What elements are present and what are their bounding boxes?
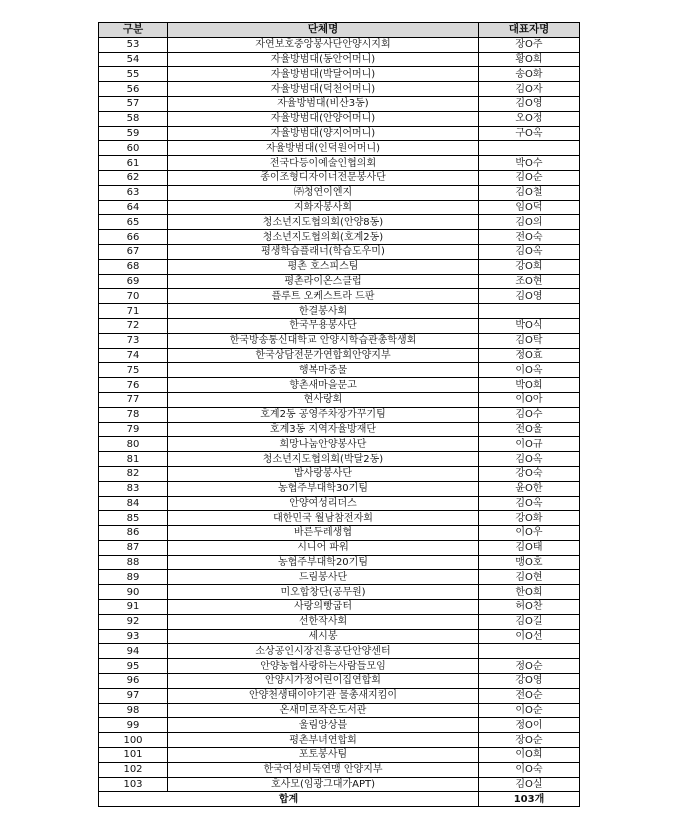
org-name: 온새미로작은도서관 [168,703,479,718]
org-name: 밥사랑봉사단 [168,466,479,481]
org-name: 평촌 호스피스팀 [168,259,479,274]
org-name: 자연보호중앙봉사단안양시지회 [168,37,479,52]
org-name: 호계2동 공영주차장가꾸기팀 [168,407,479,422]
row-number: 70 [99,289,168,304]
total-count: 103개 [479,792,580,807]
row-number: 84 [99,496,168,511]
table-row [99,762,580,777]
representative-name: 정O순 [479,659,580,674]
org-name: 한국무용봉사단 [168,318,479,333]
row-number: 78 [99,407,168,422]
table-row [99,748,580,763]
org-name: 미오합창단(공무원) [168,585,479,600]
row-number: 61 [99,156,168,171]
representative-name: 김O현 [479,570,580,585]
row-number: 83 [99,481,168,496]
table-row [99,230,580,245]
table-row [99,348,580,363]
row-number: 63 [99,185,168,200]
table-row [99,244,580,259]
row-number: 97 [99,688,168,703]
org-name: 청소년지도협의회(호계2동) [168,230,479,245]
table-row [99,600,580,615]
table-row [99,481,580,496]
representative-name: 한O희 [479,585,580,600]
org-name: 자율방범대(비산3동) [168,96,479,111]
table-row [99,141,580,156]
representative-name: 김O자 [479,82,580,97]
table-row [99,511,580,526]
table-row [99,392,580,407]
representative-name [479,141,580,156]
table-row [99,185,580,200]
representative-name: 김O순 [479,170,580,185]
row-number: 58 [99,111,168,126]
row-number: 53 [99,37,168,52]
row-number: 69 [99,274,168,289]
table-row [99,82,580,97]
org-name: 안양시가정어린이집연합회 [168,674,479,689]
org-name: 안양여성리더스 [168,496,479,511]
row-number: 100 [99,733,168,748]
representative-name: 박O희 [479,378,580,393]
representative-name: 맹O호 [479,555,580,570]
org-name: 드림봉사단 [168,570,479,585]
table-footer [99,792,580,807]
representative-name: 조O현 [479,274,580,289]
table-row [99,452,580,467]
table-row [99,496,580,511]
row-number: 91 [99,600,168,615]
org-name: 자율방범대(인덕원어머니) [168,141,479,156]
row-number: 81 [99,452,168,467]
org-name: 한국방송통신대학교 안양시학습관총학생회 [168,333,479,348]
table-row [99,289,580,304]
representative-name: 김O태 [479,540,580,555]
table-row [99,644,580,659]
total-label: 합계 [99,792,479,807]
representative-name: 강O숙 [479,466,580,481]
row-number: 68 [99,259,168,274]
org-name: 현사랑회 [168,392,479,407]
row-number: 89 [99,570,168,585]
row-number: 62 [99,170,168,185]
table-row [99,629,580,644]
table-row [99,526,580,541]
table-row [99,378,580,393]
representative-name: 김O수 [479,407,580,422]
row-number: 92 [99,614,168,629]
representative-name [479,304,580,319]
representative-name: 김O옥 [479,496,580,511]
table-row [99,200,580,215]
table-row [99,733,580,748]
row-number: 76 [99,378,168,393]
table-row [99,215,580,230]
table-row [99,259,580,274]
organization-table [98,22,580,807]
row-number: 66 [99,230,168,245]
org-name: 안양천생태이야기관 물총새지킴이 [168,688,479,703]
org-name: 농협주부대학30기팀 [168,481,479,496]
representative-name: 김O탁 [479,333,580,348]
table-row [99,555,580,570]
table-row [99,156,580,171]
representative-name: 김O길 [479,614,580,629]
org-name: 울림앙상블 [168,718,479,733]
representative-name: 이O선 [479,629,580,644]
table-row [99,333,580,348]
org-name: 농협주부대학20기팀 [168,555,479,570]
row-number: 72 [99,318,168,333]
header-org-name: 단체명 [168,23,479,38]
row-number: 55 [99,67,168,82]
table-row [99,437,580,452]
representative-name: 김O실 [479,777,580,792]
row-number: 88 [99,555,168,570]
representative-name: 김O옥 [479,244,580,259]
row-number: 56 [99,82,168,97]
row-number: 103 [99,777,168,792]
representative-name: 이O옥 [479,363,580,378]
row-number: 102 [99,762,168,777]
org-name: 종이조형디자이너전문봉사단 [168,170,479,185]
org-name: 지화자봉사회 [168,200,479,215]
org-name: 사랑의빵굽터 [168,600,479,615]
representative-name: 강O영 [479,674,580,689]
row-number: 101 [99,748,168,763]
org-name: 포토봉사팀 [168,748,479,763]
row-number: 98 [99,703,168,718]
table-row [99,570,580,585]
row-number: 90 [99,585,168,600]
total-row [99,792,580,807]
representative-name: 박O식 [479,318,580,333]
representative-name: 이O순 [479,703,580,718]
row-number: 71 [99,304,168,319]
org-name: 청소년지도협의회(박달2동) [168,452,479,467]
representative-name: 김O철 [479,185,580,200]
table-row [99,363,580,378]
org-name: 평촌부녀연합회 [168,733,479,748]
org-name: ㈜청연이엔지 [168,185,479,200]
org-name: 한국여성비둑연맹 안양지부 [168,762,479,777]
table-header [99,23,580,38]
header-representative: 대표자명 [479,23,580,38]
representative-name: 임O덕 [479,200,580,215]
row-number: 74 [99,348,168,363]
org-name: 세시봉 [168,629,479,644]
table-row [99,274,580,289]
representative-name: 김O영 [479,96,580,111]
org-name: 전국다등이예술인협의회 [168,156,479,171]
org-name: 자율방범대(동안어머니) [168,52,479,67]
representative-name: 강O화 [479,511,580,526]
representative-name: 장O주 [479,37,580,52]
row-number: 60 [99,141,168,156]
representative-name: 정O이 [479,718,580,733]
row-number: 73 [99,333,168,348]
row-number: 95 [99,659,168,674]
table-row [99,777,580,792]
representative-name: 송O화 [479,67,580,82]
representative-name [479,644,580,659]
row-number: 59 [99,126,168,141]
table-row [99,318,580,333]
representative-name: 황O희 [479,52,580,67]
org-name: 자율방범대(양지어머니) [168,126,479,141]
table-row [99,688,580,703]
representative-name: 이O우 [479,526,580,541]
table-row [99,718,580,733]
org-name: 희망나눔안양봉사단 [168,437,479,452]
row-number: 82 [99,466,168,481]
table-row [99,703,580,718]
representative-name: 전O울 [479,422,580,437]
representative-name: 구O옥 [479,126,580,141]
representative-name: 이O숙 [479,762,580,777]
org-name: 소상공인시장진흥공단안양센터 [168,644,479,659]
org-name: 자율방범대(안양어머니) [168,111,479,126]
table-row [99,170,580,185]
org-name: 플루트 오케스트라 드판 [168,289,479,304]
table-row [99,540,580,555]
row-number: 77 [99,392,168,407]
table-row [99,37,580,52]
row-number: 64 [99,200,168,215]
org-name: 행복마중물 [168,363,479,378]
row-number: 54 [99,52,168,67]
row-number: 65 [99,215,168,230]
representative-name: 이O규 [479,437,580,452]
table-row [99,304,580,319]
org-name: 평촌라이온스클럽 [168,274,479,289]
representative-name: 강O희 [479,259,580,274]
org-name: 자율방범대(박달어머니) [168,67,479,82]
row-number: 85 [99,511,168,526]
representative-name: 윤O한 [479,481,580,496]
table-row [99,659,580,674]
org-name: 안양농협사랑하는사람들모임 [168,659,479,674]
table-row [99,422,580,437]
org-name: 청소년지도협의회(안양8동) [168,215,479,230]
table-body [99,37,580,792]
row-number: 94 [99,644,168,659]
representative-name: 박O수 [479,156,580,171]
header-row [99,23,580,38]
header-category: 구분 [99,23,168,38]
representative-name: 오O정 [479,111,580,126]
row-number: 67 [99,244,168,259]
org-name: 향촌새마을문고 [168,378,479,393]
table-row [99,126,580,141]
representative-name: 김O옥 [479,452,580,467]
row-number: 80 [99,437,168,452]
table-row [99,674,580,689]
row-number: 96 [99,674,168,689]
org-name: 호사모(임광그대가APT) [168,777,479,792]
table-row [99,67,580,82]
representative-name: 김O영 [479,289,580,304]
org-name: 선한작사회 [168,614,479,629]
row-number: 99 [99,718,168,733]
row-number: 86 [99,526,168,541]
row-number: 87 [99,540,168,555]
org-name: 한국상담전문가연합회안양지부 [168,348,479,363]
row-number: 57 [99,96,168,111]
table-row [99,111,580,126]
row-number: 93 [99,629,168,644]
table-row [99,96,580,111]
row-number: 75 [99,363,168,378]
representative-name: 이O희 [479,748,580,763]
org-name: 평생학습플래너(학습도우미) [168,244,479,259]
org-name: 자율방범대(덕천어머니) [168,82,479,97]
table-row [99,52,580,67]
row-number: 79 [99,422,168,437]
representative-name: 이O아 [479,392,580,407]
org-name: 호계3동 지역자율방재단 [168,422,479,437]
representative-name: 전O숙 [479,230,580,245]
org-name: 바른두레생협 [168,526,479,541]
table-row [99,585,580,600]
representative-name: 장O순 [479,733,580,748]
org-name: 대한민국 월남참전자회 [168,511,479,526]
representative-name: 전O순 [479,688,580,703]
table-row [99,466,580,481]
representative-name: 김O의 [479,215,580,230]
representative-name: 허O찬 [479,600,580,615]
table-row [99,407,580,422]
org-name: 한결봉사회 [168,304,479,319]
table-row [99,614,580,629]
representative-name: 정O효 [479,348,580,363]
org-name: 시니어 파워 [168,540,479,555]
